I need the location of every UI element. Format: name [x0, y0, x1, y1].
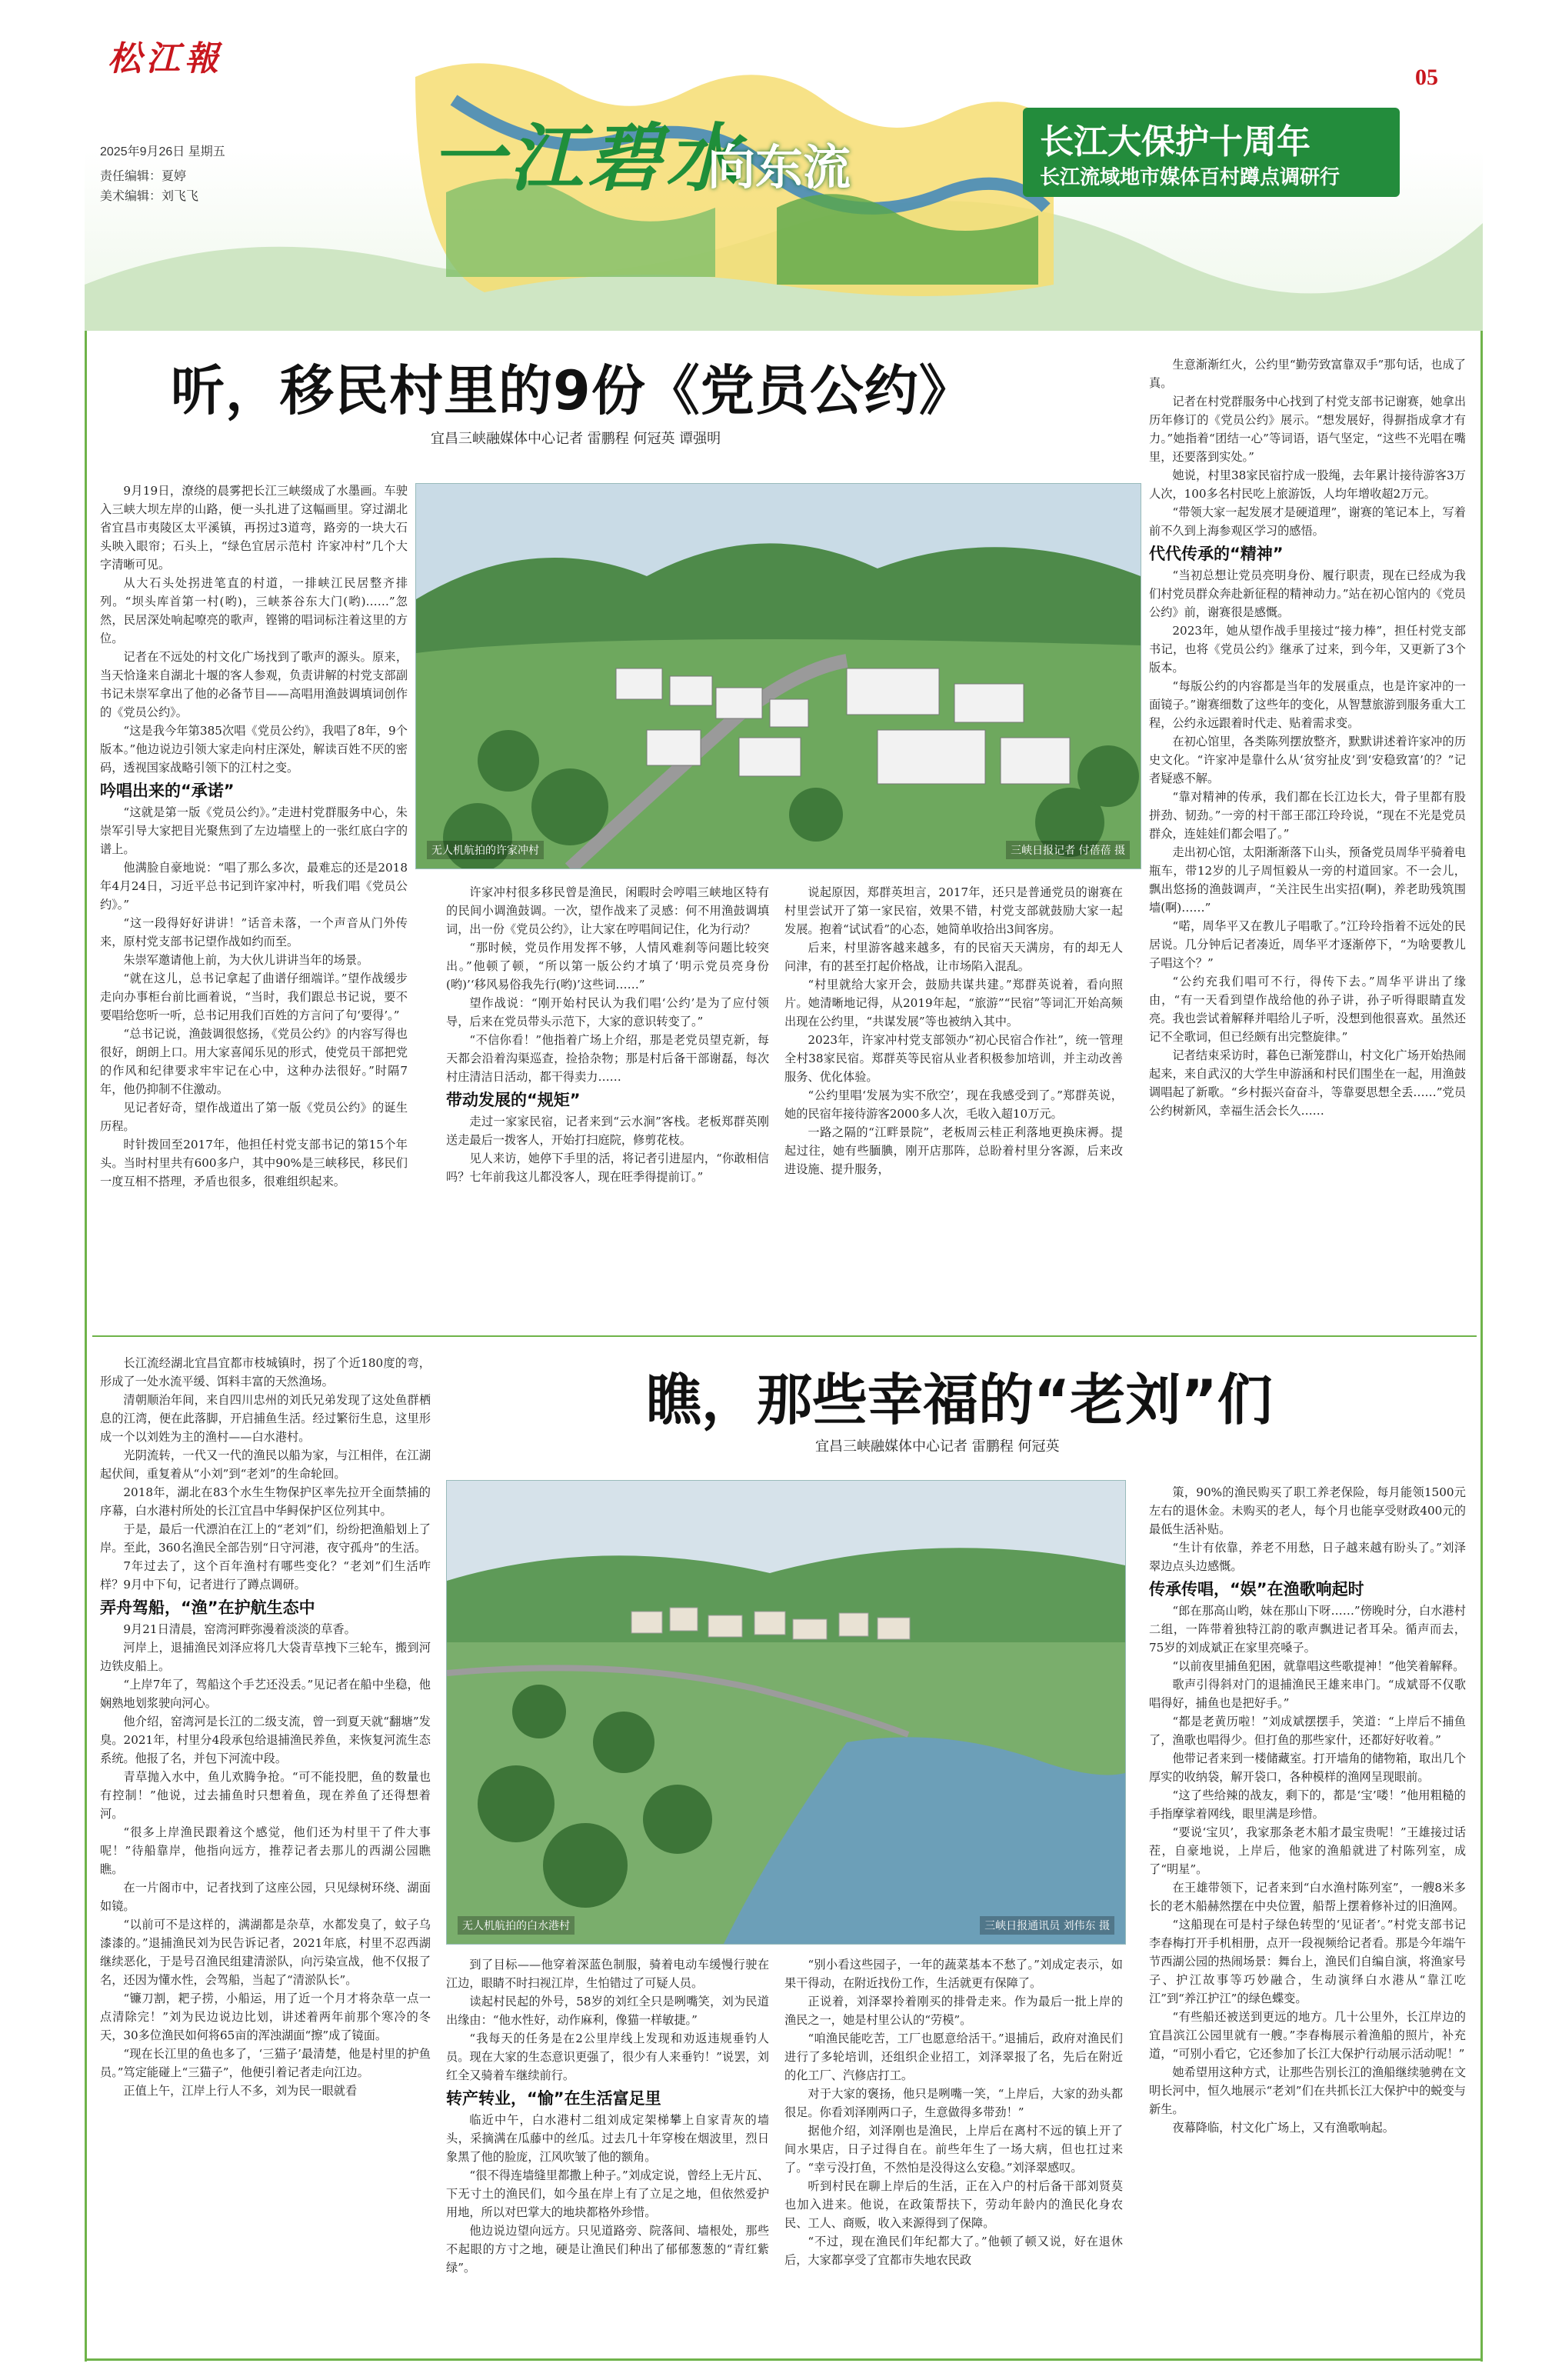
banner-calligraphy-title: 一江碧水: [431, 115, 744, 202]
paragraph: “公约里唱‘发展为实不欣空’，现在我感受到了。”郑群英说，她的民宿年接待游客2000多人次，毛收入超10万元。: [784, 1088, 1123, 1121]
paragraph: 据他介绍，刘泽刚也是渔民，上岸后在离村不远的镇上开了间水果店，日子过得自在。前些年生了一场大病，但也扛过来了。“幸亏没打鱼，不然怕是没得这么安稳。”刘泽翠感叹。: [784, 2124, 1123, 2175]
paragraph: 于是，最后一代漂泊在江上的“老刘”们，纷纷把渔船划上了岸。至此，360名渔民全部告别“日守河港，夜守孤舟”的生活。: [100, 1522, 431, 1555]
paragraph: 一路之隔的“江畔景院”，老板周云桂正利落地更换床褥。提起过往，她有些腼腆，刚开店那阵，总盼着村里分客源，后来改进设施、提升服务，: [784, 1125, 1123, 1176]
paragraph: 他满脸自豪地说：“唱了那么多次，最难忘的还是2018年4月24日，习近平总书记到许家冲村，听我们唱《党员公约》。”: [100, 861, 408, 912]
paragraph: “咱渔民能吃苦，工厂也愿意给活干。”退捕后，政府对渔民们进行了多轮培训，还组织企业招工，刘泽翠报了名，先后在附近的化工厂、汽修店打工。: [784, 2032, 1123, 2082]
paragraph: “这就是第一版《党员公约》。”走进村党群服务中心，朱崇军引导大家把目光聚焦到了左边墙壁上的一张红底白字的谱上。: [100, 805, 408, 856]
paragraph: “我每天的任务是在2公里岸线上发现和劝返违规垂钓人员。现在大家的生态意识更强了，很少有人来垂钓！”说罢，刘红全又骑着车继续前行。: [446, 2032, 769, 2082]
paragraph: 光阴流转，一代又一代的渔民以船为家，与江相伴，在江湖起伏间，重复着从“小刘”到“老刘”的生命轮回。: [100, 1448, 431, 1481]
paragraph: “别小看这些园子，一年的蔬菜基本不愁了。”刘成定表示，如果干得动，在附近找份工作，生活就更有保障了。: [784, 1958, 1123, 1990]
article1-headline: 听，移民村里的9份《党员公约》: [171, 359, 974, 422]
paragraph: 9月19日，潦绕的晨雾把长江三峡缀成了水墨画。车驶入三峡大坝左岸的山路，便一头扎进了这幅画里。穿过湖北省宜昌市夷陵区太平溪镇，再拐过3道弯，路旁的一块大石头映入眼帘；石头上，“绿色宜居示范村 许家冲村”几个大字清晰可见。: [100, 484, 408, 572]
paragraph: 青草抛入水中，鱼儿欢腾争抢。“可不能投肥，鱼的数量也有控制！”他说，过去捕鱼时只想着鱼，现在养鱼了还得想着河。: [100, 1770, 431, 1821]
badge-subtitle: 长江流域地市媒体百村蹲点调研行: [1040, 166, 1341, 189]
article1-column-2: [446, 883, 769, 1329]
paragraph: “要说‘宝贝’，我家那条老木船才最宝贵呢！”王雄接过话茬，自豪地说，上岸后，他家的渔船就进了村陈列室，成了“明星”。: [1149, 1825, 1466, 1876]
article1-column-3: [784, 883, 1123, 1329]
article1-column-4: [1149, 355, 1466, 1329]
paragraph: “喏，周华平又在教儿子唱歌了。”江玲玲指着不远处的民居说。几分钟后记者凑近，周华平才逐渐停下，“为啥要教儿子唱这个？”: [1149, 919, 1466, 970]
paragraph: “公约充我们唱可不行，得传下去。”周华平讲出了缘由，“有一天看到望作战给他的孙子讲，孙子听得眼睛直发亮。我也尝试着解释并唱给儿子听，没想到他很喜欢。虽然还记不全歌词，但已经颇有出完整旋律。”: [1149, 975, 1466, 1044]
paragraph: 记者结束采访时，暮色已渐笼群山，村文化广场开始热闹起来，来自武汉的大学生申游涵和村民们围坐在一起，用渔鼓调唱起了新歌。“乡村振兴奋奋斗，等靠耍思想全丢……”党员公约树新风，幸福生活会长久……: [1149, 1048, 1466, 1118]
paragraph: 听到村民在聊上岸后的生活，正在入户的村后备干部刘贤莫也加入进来。他说，在政策帮扶下，劳动年龄内的渔民化身农民、工人、商贩，收入来源得到了保障。: [784, 2179, 1123, 2230]
paragraph: 读起村民起的外号，58岁的刘红全只是咧嘴笑，刘为民道出缘由：“他水性好，动作麻利，像猫一样敏捷。”: [446, 1995, 769, 2027]
paragraph: 朱崇军邀请他上前，为大伙儿讲讲当年的场景。: [123, 953, 369, 967]
paragraph: 河岸上，退捕渔民刘泽应将几大袋青草拽下三轮车，搬到河边铁皮船上。: [100, 1641, 431, 1673]
article2-photo-credit: 三峡日报通讯员 刘伟东 摄: [980, 1916, 1114, 1935]
paragraph: 对于大家的褒扬，他只是咧嘴一笑，“上岸后，大家的劲头都很足。你看刘泽刚两口子，生意做得多带劲！”: [784, 2087, 1123, 2119]
paragraph: “这一段得好好讲讲！”话音未落，一个声音从门外传来，原村党支部书记望作战如约而至。: [100, 916, 408, 948]
paragraph: 在王雄带领下，记者来到“白水渔村陈列室”，一艘8米多长的老木船赫然摆在中央位置，船帮上摆着修补过的旧渔网。: [1149, 1881, 1466, 1913]
paragraph: “这船现在可是村子绿色转型的‘见证者’。”村党支部书记李春梅打开手机相册，点开一段视频给记者看。那是今年端午节西湖公园的热闹场景：舞台上，渔民们自编自演，将渔家号子、护江故事等巧妙融合，生动演绎白水港从“靠江吃江”到“养江护江”的绿色蝶变。: [1149, 1918, 1466, 2005]
fishing-village-aerial-illustration: [447, 1481, 1125, 1944]
paragraph: 正说着，刘泽翠拎着刚买的排骨走来。作为最后一批上岸的渔民之一，她是村里公认的“劳模”。: [784, 1995, 1123, 2027]
article2-photo-caption: 无人机航拍的白水港村: [458, 1916, 575, 1935]
paragraph: “有些船还被送到更远的地方。几十公里外，长江岸边的宜昌滨江公园里就有一艘。”李春梅展示着渔船的照片，补充道，“可别小看它，它还参加了长江大保护行动展示活动呢！”: [1149, 2010, 1466, 2061]
paragraph: 许家冲村很多移民曾是渔民，闲暇时会哼唱三峡地区特有的民间小调渔鼓调。一次，望作战来了灵感：何不用渔鼓调填词，出一份《党员公约》，让大家在哼唱间记住，化为行动？: [446, 885, 769, 936]
article2-subheading-3: 传承传唱，“娱”在渔歌响起时: [1149, 1580, 1364, 1598]
responsible-editor: 责任编辑：夏婷: [100, 170, 187, 183]
page-frame-bottom: [85, 2358, 1483, 2361]
page-frame-right: [1480, 31, 1483, 2362]
paragraph: “当初总想让党员亮明身份、履行职责，现在已经成为我们村党员群众奔赴新征程的精神动力。”站在初心馆内的《党员公约》前，谢赛很是感慨。: [1149, 568, 1466, 619]
paragraph: 见人来访，她停下手里的活，将记者引进屋内，“你敢相信吗？七年前我这儿都没客人，现在旺季得提前订。”: [446, 1152, 769, 1184]
paragraph: 说起原因，郑群英坦言，2017年，还只是普通党员的谢赛在村里尝试开了第一家民宿，效果不错，村党支部就鼓励大家一起发展。抱着“试试看”的心态，她简单收拾出3间客房。: [784, 885, 1123, 936]
paragraph: 7年过去了，这个百年渔村有哪些变化？“老刘”们生活咋样？9月中下旬，记者进行了蹲点调研。: [100, 1559, 431, 1592]
paragraph: “那时候，党员作用发挥不够，人情风难刹等问题比较突出。”他顿了顿，“所以第一版公约才填了‘明示党员亮身份(哟)’‘移风易俗我先行(哟)’这些词……”: [446, 941, 769, 992]
paragraph: 见记者好奇，望作战道出了第一版《党员公约》的诞生历程。: [100, 1101, 408, 1133]
article1-subheading-1: 吟唱出来的“承诺”: [100, 782, 235, 800]
page-frame-left: [85, 31, 87, 2362]
badge-title: 长江大保护十周年: [1040, 122, 1311, 162]
article2-headline: 瞧，那些幸福的“老刘”们: [646, 1368, 1273, 1432]
paragraph: “这了些给辣的战友，剩下的，都是‘宝’喽！”他用粗糙的手指摩挲着网线，眼里满是珍惜。: [1149, 1788, 1466, 1821]
paragraph: “这是我今年第385次唱《党员公约》，我唱了8年，9个版本。”他边说边引领大家走向村庄深处，解读百姓不厌的密码，透视国家战略引领下的江村之变。: [100, 724, 408, 775]
page-number: 05: [1415, 65, 1438, 90]
paragraph: “就在这儿，总书记拿起了曲谱仔细端详。”望作战缓步走向办事柜台前比画着说，“当时，我们跟总书记说，要不要唱给您听一听，总书记用我们百姓的方言问了句‘要得’。”: [100, 972, 408, 1022]
article-divider: [92, 1335, 1477, 1337]
paragraph: “郎在那高山哟，妹在那山下呀……”傍晚时分，白水港村二组，一阵带着独特江韵的歌声飘进记者耳朵。循声而去，75岁的刘成斌正在家里亮嗓子。: [1149, 1604, 1466, 1655]
paragraph: “生计有依靠，养老不用愁，日子越来越有盼头了。”刘泽翠边点头边感慨。: [1149, 1541, 1466, 1573]
article2-column-4: [1149, 1483, 1466, 2351]
paragraph: 清朝顺治年间，来自四川忠州的刘氏兄弟发现了这处鱼群栖息的江湾，便在此落脚，开启捕鱼生活。经过繁衍生息，这里形成一个以刘姓为主的渔村——白水港村。: [100, 1393, 431, 1444]
article1-column-1: [100, 482, 408, 1328]
art-editor: 美术编辑：刘飞飞: [100, 190, 199, 203]
paragraph: “村里就给大家开会，鼓励共谋共建。”郑群英说着，看向照片。她清晰地记得，从2019年起，“旅游”“民宿”等词汇开始高频出现在公约里，“共谋发展”等也被纳入其中。: [784, 978, 1123, 1028]
paragraph: 夜幕降临，村文化广场上，又有渔歌响起。: [1172, 2121, 1394, 2135]
article1-photo-credit: 三峡日报记者 付蓓蓓 摄: [1006, 841, 1130, 859]
paragraph: 后来，村里游客越来越多，有的民宿天天满房，有的却无人问津，有的甚至打起价格战，让市场陷入混乱。: [784, 941, 1123, 973]
issue-date: 2025年9月26日 星期五: [100, 145, 225, 158]
paragraph: 到了目标——他穿着深蓝色制服，骑着电动车缓慢行驶在江边，眼睛不时扫视江岸，生怕错过了可疑人员。: [446, 1958, 769, 1990]
article2-subheading-2: 转产转业，“愉”在生活富足里: [446, 2089, 661, 2108]
article2-column-3: [784, 1955, 1123, 2351]
paragraph: “每版公约的内容都是当年的发展重点，也是许家冲的一面镜子。”谢赛细数了这些年的变化，从智慧旅游到服务重大工程，公约永远跟着时代走、贴着需求变。: [1149, 679, 1466, 730]
paragraph: “以前可不是这样的，满湖都是杂草，水都发臭了，蚊子乌漆漆的。”退捕渔民刘为民告诉记者，2021年底，村里不忍西湖继续恶化，于是号召渔民组建清淤队，向污染宣战，他不仅报了名，还因为懂水性，会驾船，当起了“清淤队长”。: [100, 1918, 431, 1987]
newspaper-logo: 松江報: [108, 39, 223, 78]
paragraph: 临近中午，白水港村二组刘成定架梯攀上自家青灰的墙头，采摘满在瓜藤中的丝瓜。过去几十年穿梭在烟波里，烈日象黑了他的脸庞，江风吹皱了他的额角。: [446, 2113, 769, 2164]
paragraph: “镰刀割，耙子捞，小船运，用了近一个月才将杂草一点一点清除完！”刘为民边说边比划，讲述着两年前那个寒冷的冬天，30多位渔民如何将65亩的浑浊湖面“擦”成了镜面。: [100, 1992, 431, 2042]
paragraph: 他介绍，窑湾河是长江的二级支流，曾一到夏天就“翻塘”发臭。2021年，村里分4段承包给退捕渔民养鱼，来恢复河流生态系统。他报了名，并包下河流中段。: [100, 1715, 431, 1765]
banner-title: 向东流: [708, 139, 851, 195]
article1-photo-caption: 无人机航拍的许家冲村: [427, 841, 544, 859]
paragraph: 时针拨回至2017年，他担任村党支部书记的第15个年头。当时村里共有600多户，其中90%是三峡移民，移民们一度互相不搭理，矛盾也很多，很难组织起来。: [100, 1138, 408, 1188]
paragraph: 2023年，她从望作战手里接过“接力棒”，担任村党支部书记，也将《党员公约》继承了过来，到今年，又更新了3个版本。: [1149, 624, 1466, 675]
paragraph: 2018年，湖北在83个水生生物保护区率先拉开全面禁捕的序幕，白水港村所处的长江宜昌中华鲟保护区位列其中。: [100, 1485, 431, 1518]
article2-subheading-1: 弄舟驾船，“渔”在护航生态中: [100, 1598, 315, 1617]
paragraph: 在初心馆里，各类陈列摆放整齐，默默讲述着许家冲的历史文化。“许家冲是靠什么从‘贫穷扯皮’到‘安稳致富’的？”记者疑惑不解。: [1149, 735, 1466, 785]
paragraph: “现在长江里的鱼也多了，‘三猫子’最清楚，他是村里的护鱼员。”笃定能碰上“三猫子”，他便引着记者走向江边。: [100, 2047, 431, 2079]
paragraph: 在一片阁市中，记者找到了这座公园，只见绿树环绕、湖面如镜。: [100, 1881, 431, 1913]
paragraph: “不信你看！”他指着广场上介绍，那是老党员望克新，每天都会沿着沟渠巡查，捡拾杂物；那是村后备干部谢磊，每次村庄清洁日活动，都干得卖力……: [446, 1033, 769, 1084]
article1-byline: 宜昌三峡融媒体中心记者 雷鹏程 何冠英 谭强明: [431, 431, 721, 447]
article1-subheading-3: 代代传承的“精神”: [1149, 545, 1284, 563]
article2-column-1: [100, 1354, 431, 2351]
paragraph: “总书记说，渔鼓调很悠扬，《党员公约》的内容写得也很好，朗朗上口。用大家喜闻乐见的形式，使党员干部把党的作风和纪律要求牢牢记在心中，这种办法很好。”时隔7年，他仍抑制不住激动。: [100, 1027, 408, 1096]
paragraph: “以前夜里捕鱼犯困，就靠唱这些歌提神！”他笑着解释。: [1172, 1659, 1465, 1673]
paragraph: “带领大家一起发展才是硬道理”，谢赛的笔记本上，写着前不久到上海参观区学习的感悟。: [1149, 505, 1466, 538]
paragraph: 策，90%的渔民购买了职工养老保险，每月能领1500元左右的退休金。未购买的老人，每个月也能享受财政400元的最低生活补贴。: [1149, 1485, 1466, 1536]
paragraph: “很不得连墙缝里都撒上种子。”刘成定说，曾经上无片瓦、下无寸土的渔民们，如今虽在岸上有了立足之地，但依然爱护用地，所以对巴掌大的地块都格外珍惜。: [446, 2168, 769, 2219]
paragraph: 长江流经湖北宜昌宜都市枝城镇时，拐了个近180度的弯，形成了一处水流平缓、饵料丰富的天然渔场。: [100, 1356, 431, 1388]
article1-subheading-2: 带动发展的“规矩”: [446, 1091, 581, 1109]
paragraph: 她说，村里38家民宿拧成一股绳，去年累计接待游客3万人次，100多名村民吃上旅游饭，人均年增收超2万元。: [1149, 468, 1466, 501]
paragraph: 记者在不远处的村文化广场找到了歌声的源头。原来，当天恰逢来自湖北十堰的客人参观，负责讲解的村党支部副书记未崇军拿出了他的必备节目——高唱用渔鼓调填词创作的《党员公约》。: [100, 650, 408, 719]
article2-aerial-photo: [446, 1480, 1126, 1945]
paragraph: 生意渐渐红火，公约里“勤劳致富靠双手”那句话，也成了真。: [1149, 358, 1466, 390]
paragraph: “都是老黄历啦！”刘成斌摆摆手，笑道：“上岸后不捕鱼了，渔歌也唱得少。但打鱼的那些家什，还都好好收着。”: [1149, 1715, 1466, 1747]
article2-byline: 宜昌三峡融媒体中心记者 雷鹏程 何冠英: [815, 1438, 1060, 1455]
article1-aerial-photo: [415, 483, 1141, 869]
paragraph: 记者在村党群服务中心找到了村党支部书记谢赛，她拿出历年修订的《党员公约》展示。“想发展好，得摒指成拿才有力。”她指着“团结一心”等词语，语气坚定，“这些不光唱在嘴里，还要落到实处。”: [1149, 395, 1466, 464]
paragraph: 走出初心馆，太阳渐渐落下山头，预备党员周华平骑着电瓶车，带12岁的儿子周恒毅从一旁的村道回家。不一会儿，飘出悠扬的渔鼓调声，“关注民生出实招(啊)，养老助残筑围墙(啊)……”: [1149, 845, 1466, 915]
paragraph: 9月21日清晨，窑湾河畔弥漫着淡淡的草香。: [123, 1622, 356, 1636]
paragraph: “不过，现在渔民们年纪都大了。”他顿了顿又说，好在退休后，大家都享受了宜都市失地农民政: [784, 2235, 1123, 2267]
village-aerial-illustration: [416, 484, 1141, 868]
paragraph: 2023年，许家冲村党支部领办“初心民宿合作社”，统一管理全村38家民宿。郑群英等民宿从业者积极参加培训，并主动改善服务、优化体验。: [784, 1033, 1123, 1084]
paragraph: 他带记者来到一楼储藏室。打开墙角的储物箱，取出几个厚实的收纳袋，解开袋口，各种模样的渔网呈现眼前。: [1149, 1752, 1466, 1784]
paragraph: 望作战说：“刚开始村民认为我们唱‘公约’是为了应付领导，后来在党员带头示范下，大家的意识转变了。”: [446, 996, 769, 1028]
paragraph: 正值上午，江岸上行人不多，刘为民一眼就看: [123, 2084, 358, 2098]
article2-column-2: [446, 1955, 769, 2351]
paragraph: 从大石头处拐进笔直的村道，一排峡江民居整齐排列。“坝头库首第一村(哟)，三峡茶谷东大门(哟)……”忽然，民居深处响起嘹亮的歌声，铿锵的唱词标注着这里的方位。: [100, 576, 408, 645]
paragraph: 她希望用这种方式，让那些告别长江的渔船继续驰骋在文明长河中，恒久地展示“老刘”们在共抓长江大保护中的蜕变与新生。: [1149, 2065, 1466, 2116]
paragraph: “上岸7年了，驾船这个手艺还没丢。”见记者在船中坐稳，他娴熟地划浆驶向河心。: [100, 1678, 431, 1710]
paragraph: “靠对精神的传承，我们都在长江边长大，骨子里都有股拼劲、韧劲。”一旁的村干部王邵江玲玲说，“现在不光是党员群众，连娃娃们都会唱了。”: [1149, 790, 1466, 841]
paragraph: 歌声引得斜对门的退捕渔民王雄来串门。“成斌哥不仅歌唱得好，捕鱼也是把好手。”: [1149, 1678, 1466, 1710]
paragraph: 他边说边望向远方。只见道路旁、院落间、墙根处，那些不起眼的方寸之地，硬是让渔民们种出了郁郁葱葱的“青红紫绿”。: [446, 2224, 769, 2275]
paragraph: “很多上岸渔民跟着这个感觉，他们还为村里干了件大事呢！”待船靠岸，他指向远方，推荐记者去那儿的西湖公园瞧瞧。: [100, 1825, 431, 1876]
paragraph: 走过一家家民宿，记者来到“云水涧”客栈。老板郑群英刚送走最后一拨客人，开始打扫庭院，修剪花枝。: [446, 1115, 769, 1147]
